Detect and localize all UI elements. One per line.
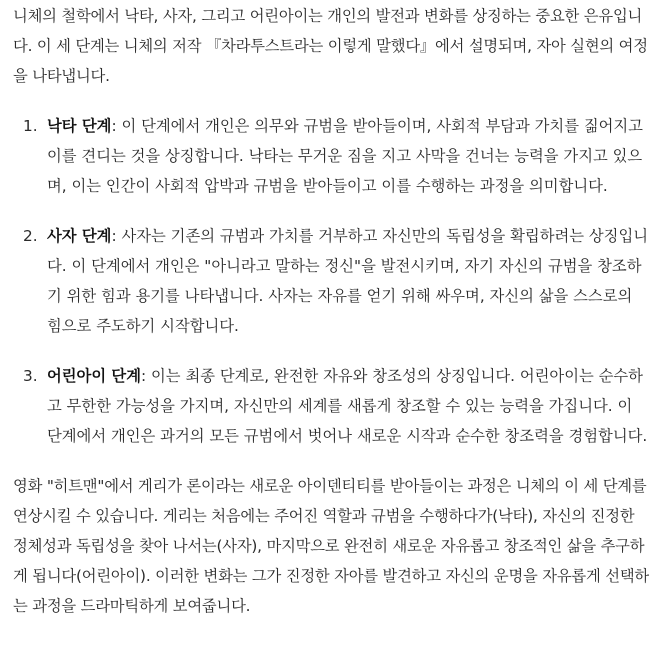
list-number: 3. bbox=[23, 367, 38, 385]
list-number: 1. bbox=[23, 117, 38, 135]
list-item-camel bbox=[13, 111, 650, 201]
stage-term: 낙타 단계 bbox=[47, 117, 112, 135]
term-separator: : bbox=[141, 367, 152, 385]
intro-paragraph: 니체의 철학에서 낙타, 사자, 그리고 어린아이는 개인의 발전과 변화를 상징하는 중요한 은유입니다. 이 세 단계는 니체의 저작 『차라투스트라는 이렇게 말했다』에서 설명되며, 자아 실현의 여정을 나타냅니다. bbox=[13, 7, 648, 85]
list-item-lion bbox=[13, 221, 650, 341]
stage-description: 이는 최종 단계로, 완전한 자유와 창조성의 상징입니다. 어린아이는 순수하고 무한한 가능성을 가지며, 자신만의 세계를 새롭게 창조할 수 있는 능력을 가집니다. 이 단계에서 개인은 과거의 모든 규범에서 벗어나 새로운 시작과 순수한 창조력을 경험합니다. bbox=[47, 367, 648, 445]
stage-description: 사자는 기존의 규범과 가치를 거부하고 자신만의 독립성을 확립하려는 상징입니다. 이 단계에서 개인은 "아니라고 말하는 정신"을 발전시키며, 자기 자신의 규범을 창조하기 위한 힘과 용기를 나타냅니다. 사자는 자유를 얻기 위해 싸우며, 자신의 삶을 스스로의 힘으로 주도하기 시작합니다. bbox=[47, 227, 649, 335]
stage-list bbox=[13, 111, 650, 451]
term-separator: : bbox=[111, 117, 122, 135]
term-separator: : bbox=[111, 227, 122, 245]
stage-term: 어린아이 단계 bbox=[47, 367, 141, 385]
list-number: 2. bbox=[23, 227, 38, 245]
outro-paragraph: 영화 "히트맨"에서 게리가 론이라는 새로운 아이덴티티를 받아들이는 과정은 니체의 이 세 단계를 연상시킬 수 있습니다. 게리는 처음에는 주어진 역할과 규범을 수행하다가(낙타), 자신의 진정한 정체성과 독립성을 찾아 나서는(사자), 마지막으로 완전히 새로운 자유롭고 창조적인 삶을 추구하게 됩니다(어린아이). 이러한 변화는 그가 진정한 자아를 발견하고 자신의 운명을 자유롭게 선택하는 과정을 드라마틱하게 보여줍니다. bbox=[13, 477, 649, 615]
list-item-child bbox=[13, 361, 650, 451]
stage-description: 이 단계에서 개인은 의무와 규범을 받아들이며, 사회적 부담과 가치를 짊어지고 이를 견디는 것을 상징합니다. 낙타는 무거운 짐을 지고 사막을 건너는 능력을 가지고 있으며, 이는 인간이 사회적 압박과 규범을 받아들이고 이를 수행하는 과정을 의미합니다. bbox=[47, 117, 643, 195]
stage-term: 사자 단계 bbox=[47, 227, 112, 245]
